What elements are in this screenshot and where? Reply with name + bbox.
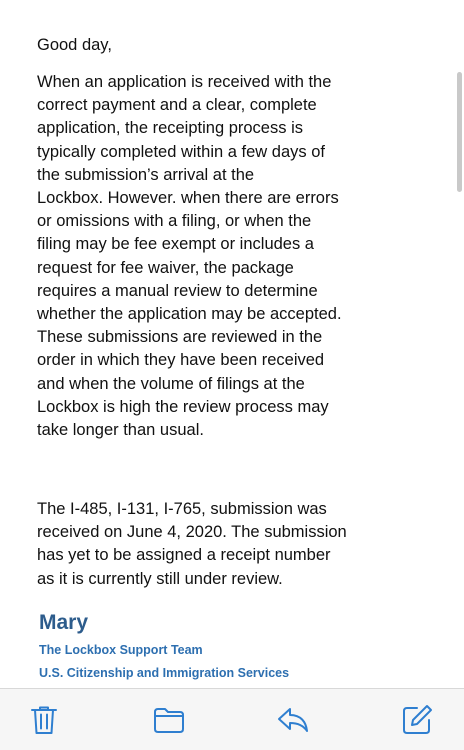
paragraph-1-line: or omissions with a filing, or when the [37, 212, 312, 231]
paragraph-1-line: Lockbox is high the review process may [37, 397, 329, 416]
paragraph-1-line: filing may be fee exempt or includes a [37, 235, 314, 254]
paragraph-1-line: Lockbox. However. when there are errors [37, 189, 339, 208]
bottom-toolbar [0, 688, 464, 750]
paragraph-2-line: as it is currently still under review. [37, 569, 283, 588]
greeting: Good day, [37, 36, 112, 54]
trash-icon [27, 703, 61, 737]
paragraph-2-line: The I-485, I-131, I-765, submission was [37, 500, 327, 518]
reply-icon [276, 703, 310, 737]
paragraph-1-line: order in which they have been received [37, 351, 325, 370]
paragraph-2-line: has yet to be assigned a receipt number [37, 546, 331, 565]
paragraph-1 [37, 71, 427, 442]
compose-button[interactable] [400, 703, 434, 737]
paragraph-1-line: application, the receipting process is [37, 119, 303, 138]
paragraph-1-line: take longer than usual. [37, 421, 204, 440]
paragraph-1-line: and when the volume of filings at the [37, 374, 305, 393]
paragraph-1-line: requires a manual review to determine [37, 281, 318, 300]
paragraph-2-line: received on June 4, 2020. The submission [37, 523, 347, 542]
paragraph-2 [37, 498, 427, 591]
paragraph-1-line: correct payment and a clear, complete [37, 96, 317, 115]
folder-icon [152, 703, 186, 737]
paragraph-1-line: When an application is received with the [37, 73, 332, 91]
scrollbar[interactable] [457, 72, 462, 192]
paragraph-1-line: These submissions are reviewed in the [37, 328, 323, 347]
signature-agency: U.S. Citizenship and Immigration Services [39, 666, 290, 680]
paragraph-1-line: whether the application may be accepted. [37, 305, 342, 324]
reply-button[interactable] [276, 703, 310, 737]
trash-button[interactable] [27, 703, 61, 737]
paragraph-1-line: the submission’s arrival at the [37, 165, 255, 184]
compose-icon [400, 703, 434, 737]
email-body [37, 0, 437, 688]
signature-name: Mary [39, 611, 89, 634]
paragraph-1-line: typically completed within a few days of [37, 142, 325, 161]
signature-team: The Lockbox Support Team [39, 643, 203, 657]
paragraph-1-line: request for fee waiver, the package [37, 258, 294, 277]
move-folder-button[interactable] [152, 703, 186, 737]
